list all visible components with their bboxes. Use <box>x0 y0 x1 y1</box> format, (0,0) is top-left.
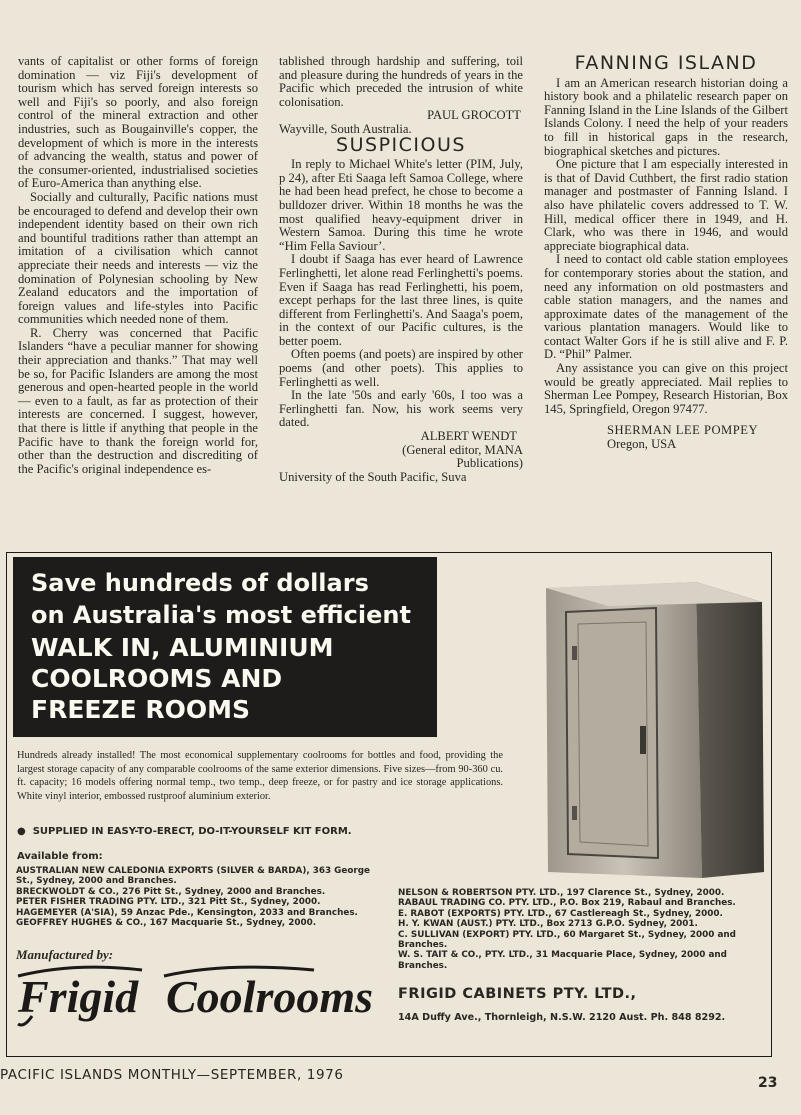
page-number: 23 <box>758 1075 778 1091</box>
paragraph: I am an American research historian doing a history book and a philatelic research paper on Fanning Island in the Line Islands of the Gilbert Islands Colony. I need the help of your readers to fill in historical gaps in the research, biographical sketches and pictures. <box>544 75 788 158</box>
section-heading-suspicious: SUSPICIOUS <box>336 133 466 156</box>
ad-headline-panel <box>13 557 437 737</box>
paragraph: Often poems (and poets) are inspired by other poems (and other poets). This applies to Ferlinghetti as well. <box>279 347 523 389</box>
dealer-entry: BRECKWOLDT & CO., 276 Pitt St., Sydney, 2000 and Branches. <box>16 886 326 897</box>
ad-headline-line: WALK IN, ALUMINIUM <box>31 633 334 662</box>
ad-headline-line: on Australia's most efficient <box>31 601 411 629</box>
available-from-label: Available from: <box>17 851 103 862</box>
signature-name: SHERMAN LEE POMPEY <box>607 423 759 438</box>
dealer-list-right <box>398 888 766 971</box>
dealer-entry: H. Y. KWAN (AUST.) PTY. LTD., Box 2713 G.P.O. Sydney, 2001. <box>398 919 698 930</box>
ad-supplied-line <box>17 826 507 837</box>
svg-text:Coolrooms: Coolrooms <box>166 971 374 1022</box>
dealer-entry: HAGEMEYER (A'SIA), 59 Anzac Pde., Kensington, 2033 and Branches. <box>16 907 358 918</box>
paragraph: Socially and culturally, Pacific nations must be encouraged to defend and develop their own independent identity based on their own rich and bountiful traditions rather than attempt an imitation of a civilisation which cannot appreciate their needs and interests — viz the domination of Polynesian schooling by New Zealand educators and the importation of foreign values and life-styles into Pacific communities which needed none of them. <box>18 189 258 327</box>
dealer-entry: AUSTRALIAN NEW CALEDONIA EXPORTS (SILVER & BARDA), 363 George St., Sydney, 2000 and Branches. <box>16 866 370 887</box>
frigid-coolrooms-logo <box>14 962 384 1032</box>
paragraph: In the late '50s and early '60s, I too was a Ferlinghetti fan. Now, his work seems very dated. <box>279 388 523 430</box>
publication-footer: PACIFIC ISLANDS MONTHLY—SEPTEMBER, 1976 <box>0 1067 344 1083</box>
letter-column-2 <box>279 55 523 484</box>
manufactured-by-label: Manufactured by: <box>16 947 114 962</box>
ad-headline-line: Save hundreds of dollars <box>31 569 369 597</box>
paragraph: R. Cherry was concerned that Pacific Islanders “have a peculiar manner for showing their appreciation and thanks.” That may well be so, for Pacific Islanders are among the most generous and open-hearted people in the world — even to a fault, as far as protection of their interests are concerned. I suggest, however, that there is little if anything that people in the Pacific have to thank the foreign world for, other than the destruction and discrediting of the Pacific's original independence es- <box>18 325 258 476</box>
ad-headline-line: COOLROOMS AND <box>31 664 283 693</box>
paragraph: Any assistance you can give on this project would be greatly appreciated. Mail replies to Sherman Lee Pompey, Research Historian, Box 145, Springfield, Oregon 97477. <box>544 361 788 416</box>
letter-column-1 <box>18 55 258 476</box>
ad-body-text: Hundreds already installed! The most economical supplementary coolrooms for bottles and food, providing the largest storage capacity of any comparable coolrooms of the same exterior dimensions. Five sizes—from 90-360 cu. ft. capacity; 16 models offering normal temp., two temp., deep freeze, or for pastry and ice storage applications. White vinyl interior, embossed rustproof aluminium exterior. <box>17 750 503 802</box>
bullet-icon: ● <box>17 826 33 837</box>
section-heading-fanning-island: FANNING ISLAND <box>574 52 758 74</box>
company-address: 14A Duffy Ave., Thornleigh, N.S.W. 2120 Aust. Ph. 848 8292. <box>398 1012 726 1023</box>
dealer-entry: GEOFFREY HUGHES & CO., 167 Macquarie St., Sydney, 2000. <box>16 918 317 929</box>
dealer-entry: C. SULLIVAN (EXPORT) PTY. LTD., 60 Margaret St., Sydney, 2000 and Branches. <box>398 929 736 951</box>
signature-place: Oregon, USA <box>607 437 677 452</box>
paragraph: I need to contact old cable station employees for contemporary stories about the station, and need any information on old postmasters and cable station managers, and the names and approximate dates of the management of the various plantation managers. Would like to contact Walter Gors if he is still alive and F. P. D. “Phil” Palmer. <box>544 252 788 362</box>
company-name: FRIGID CABINETS PTY. LTD., <box>398 986 637 1002</box>
ad-supplied-text: SUPPLIED IN EASY-TO-ERECT, DO-IT-YOURSELF KIT FORM. <box>32 826 352 837</box>
signature-line: (General editor, MANA <box>402 442 523 457</box>
paragraph: tablished through hardship and suffering, toil and pleasure during the hundreds of years in the Pacific which preceded the intrusion of white colonisation. <box>279 54 523 109</box>
coolroom-photo <box>538 576 768 888</box>
paragraph: One picture that I am especially interested in is that of David Cuthbert, the first radio station manager and postmaster of Fanning Island. I also have philatelic covers addressed to T. W. Hill, medical officer there in 1949, and H. Clark, who was there in 1946, and would appreciate biographical data. <box>544 157 788 253</box>
signature-place: Wayville, South Australia. <box>279 121 412 136</box>
paragraph: In reply to Michael White's letter (PIM, July, p 24), after Eti Saaga left Samoa College, where he had been head prefect, he chose to become a bulldozer driver. Within 18 months he was the most qualified heavy-equipment driver in Western Samoa. During this time he wrote “Him Fella Saviour’. <box>279 157 523 253</box>
ad-headline-line: FREEZE ROOMS <box>31 695 251 724</box>
dealer-entry: W. S. TAIT & CO., PTY. LTD., 31 Macquarie Place, Sydney, 2000 and Branches. <box>398 950 727 971</box>
frigid-coolrooms-logo-graphic <box>14 962 384 1032</box>
svg-text:Frigid: Frigid <box>18 971 139 1022</box>
dealer-entry: NELSON & ROBERTSON PTY. LTD., 197 Clarence St., Sydney, 2000. <box>398 888 725 898</box>
paragraph: I doubt if Saaga has ever heard of Lawrence Ferlinghetti, let alone read Ferlinghetti's poems. Even if Saaga has read Ferlinghetti, his poem, except perhaps for the last three lines, is quite different from Ferlinghetti's. And Saaga's poem, in the context of our Pacific cultures, is the better poem. <box>279 252 523 348</box>
signature-line: Publications) <box>456 456 523 471</box>
dealer-list-left <box>16 866 384 928</box>
dealer-entry: E. RABOT (EXPORTS) PTY. LTD., 67 Castlereagh St., Sydney, 2000. <box>398 908 723 919</box>
dealer-entry: RABAUL TRADING CO. PTY. LTD., P.O. Box 219, Rabaul and Branches. <box>398 898 736 909</box>
signature-line: University of the South Pacific, Suva <box>279 469 467 484</box>
letter-column-3 <box>544 52 788 452</box>
paragraph: vants of capitalist or other forms of foreign domination — viz Fiji's development of tourism which has served foreign interests so well and Fiji's so poorly, and also foreign control of the mineral extraction and other industries, such as Bougainville's copper, the development of which is more in the interests of advancing the wealth, status and power of the consumer-oriented, industrialised societies of Euro-America than anything else. <box>18 54 258 191</box>
signature-name: ALBERT WENDT <box>420 429 517 444</box>
dealer-entry: PETER FISHER TRADING PTY. LTD., 321 Pitt St., Sydney, 2000. <box>16 897 321 908</box>
signature-name: PAUL GROCOTT <box>427 108 521 123</box>
